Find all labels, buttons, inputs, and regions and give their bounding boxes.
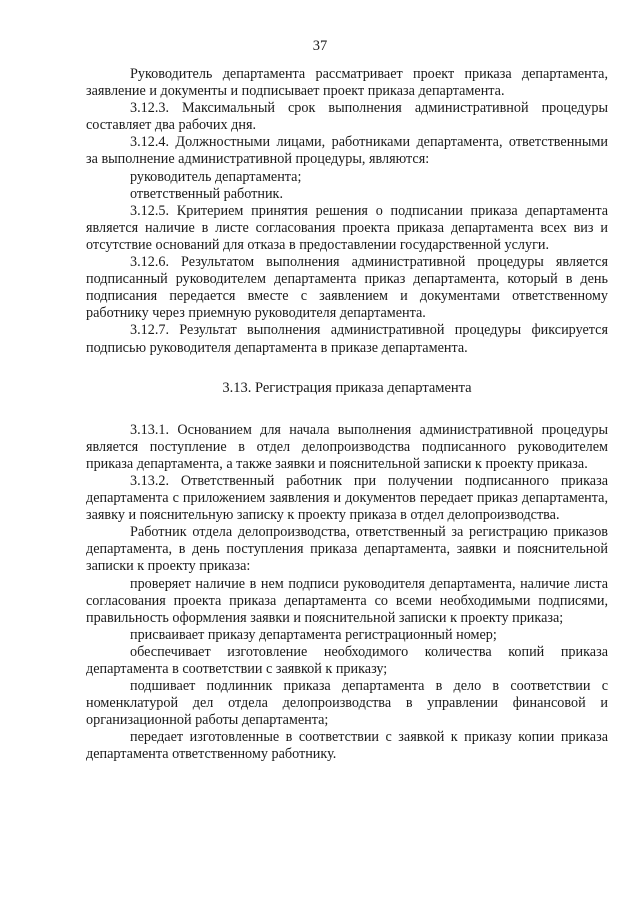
paragraph: 3.13.1. Основанием для начала выполнения административной процедуры является поступление в отдел делопроизводства подписанного руководителем приказа департамента, а также заявки и пояснительной записки к проекту приказа. (86, 421, 608, 472)
paragraph: ответственный работник. (130, 185, 284, 202)
paragraph: 3.12.7. Результат выполнения административной процедуры фиксируется подписью руководителя департамента в приказе департамента. (86, 322, 608, 356)
paragraph: 3.13.2. Ответственный работник при получении подписанного приказа департамента с приложением заявления и документов передает приказ департамента, заявку и пояснительную записку к проекту приказа в отдел делопроизводства. (86, 472, 608, 524)
paragraph: 3.12.6. Результатом выполнения административной процедуры является подписанный руководителем департамента приказ департамента, который в день подписания передается вместе с заявлением и документами ответственному работнику через приемную руководителя департамента. (86, 254, 608, 322)
section-heading: 3.13. Регистрация приказа департамента (222, 379, 472, 396)
paragraph: 3.12.4. Должностными лицами, работниками департамента, ответственными за выполнение административной процедуры, являются: (86, 134, 608, 168)
paragraph: руководитель департамента; (130, 168, 302, 185)
page-number: 37 (312, 38, 328, 54)
paragraph: 3.12.5. Критерием принятия решения о подписании приказа департамента является наличие в листе согласования проекта приказа департамента всех виз и отсутствие оснований для отказа в предоставлении государственной услуги. (86, 202, 608, 253)
paragraph: 3.12.3. Максимальный срок выполнения административной процедуры составляет два рабочих дня. (86, 100, 608, 134)
paragraph: присваивает приказу департамента регистрационный номер; (130, 626, 497, 643)
paragraph: подшивает подлинник приказа департамента в дело в соответствии с номенклатурой дел отдела делопроизводства в управлении финансовой и организационной работы департамента; (86, 678, 608, 729)
paragraph: Руководитель департамента рассматривает проект приказа департамента, заявление и документы и подписывает проект приказа департамента. (86, 66, 608, 100)
paragraph: обеспечивает изготовление необходимого количества копий приказа департамента в соответствии с заявкой к приказу; (86, 643, 608, 677)
paragraph: проверяет наличие в нем подписи руководителя департамента, наличие листа согласования проекта приказа департамента со всеми необходимыми подписями, правильность оформления заявки и пояснительной записки к проекту приказа; (86, 575, 608, 626)
paragraph: Работник отдела делопроизводства, ответственный за регистрацию приказов департамента, в день поступления приказа департамента, заявки и пояснительной записки к проекту приказа: (86, 524, 608, 575)
paragraph: передает изготовленные в соответствии с заявкой к приказу копии приказа департамента ответственному работнику. (86, 729, 608, 763)
document-body (86, 66, 608, 764)
